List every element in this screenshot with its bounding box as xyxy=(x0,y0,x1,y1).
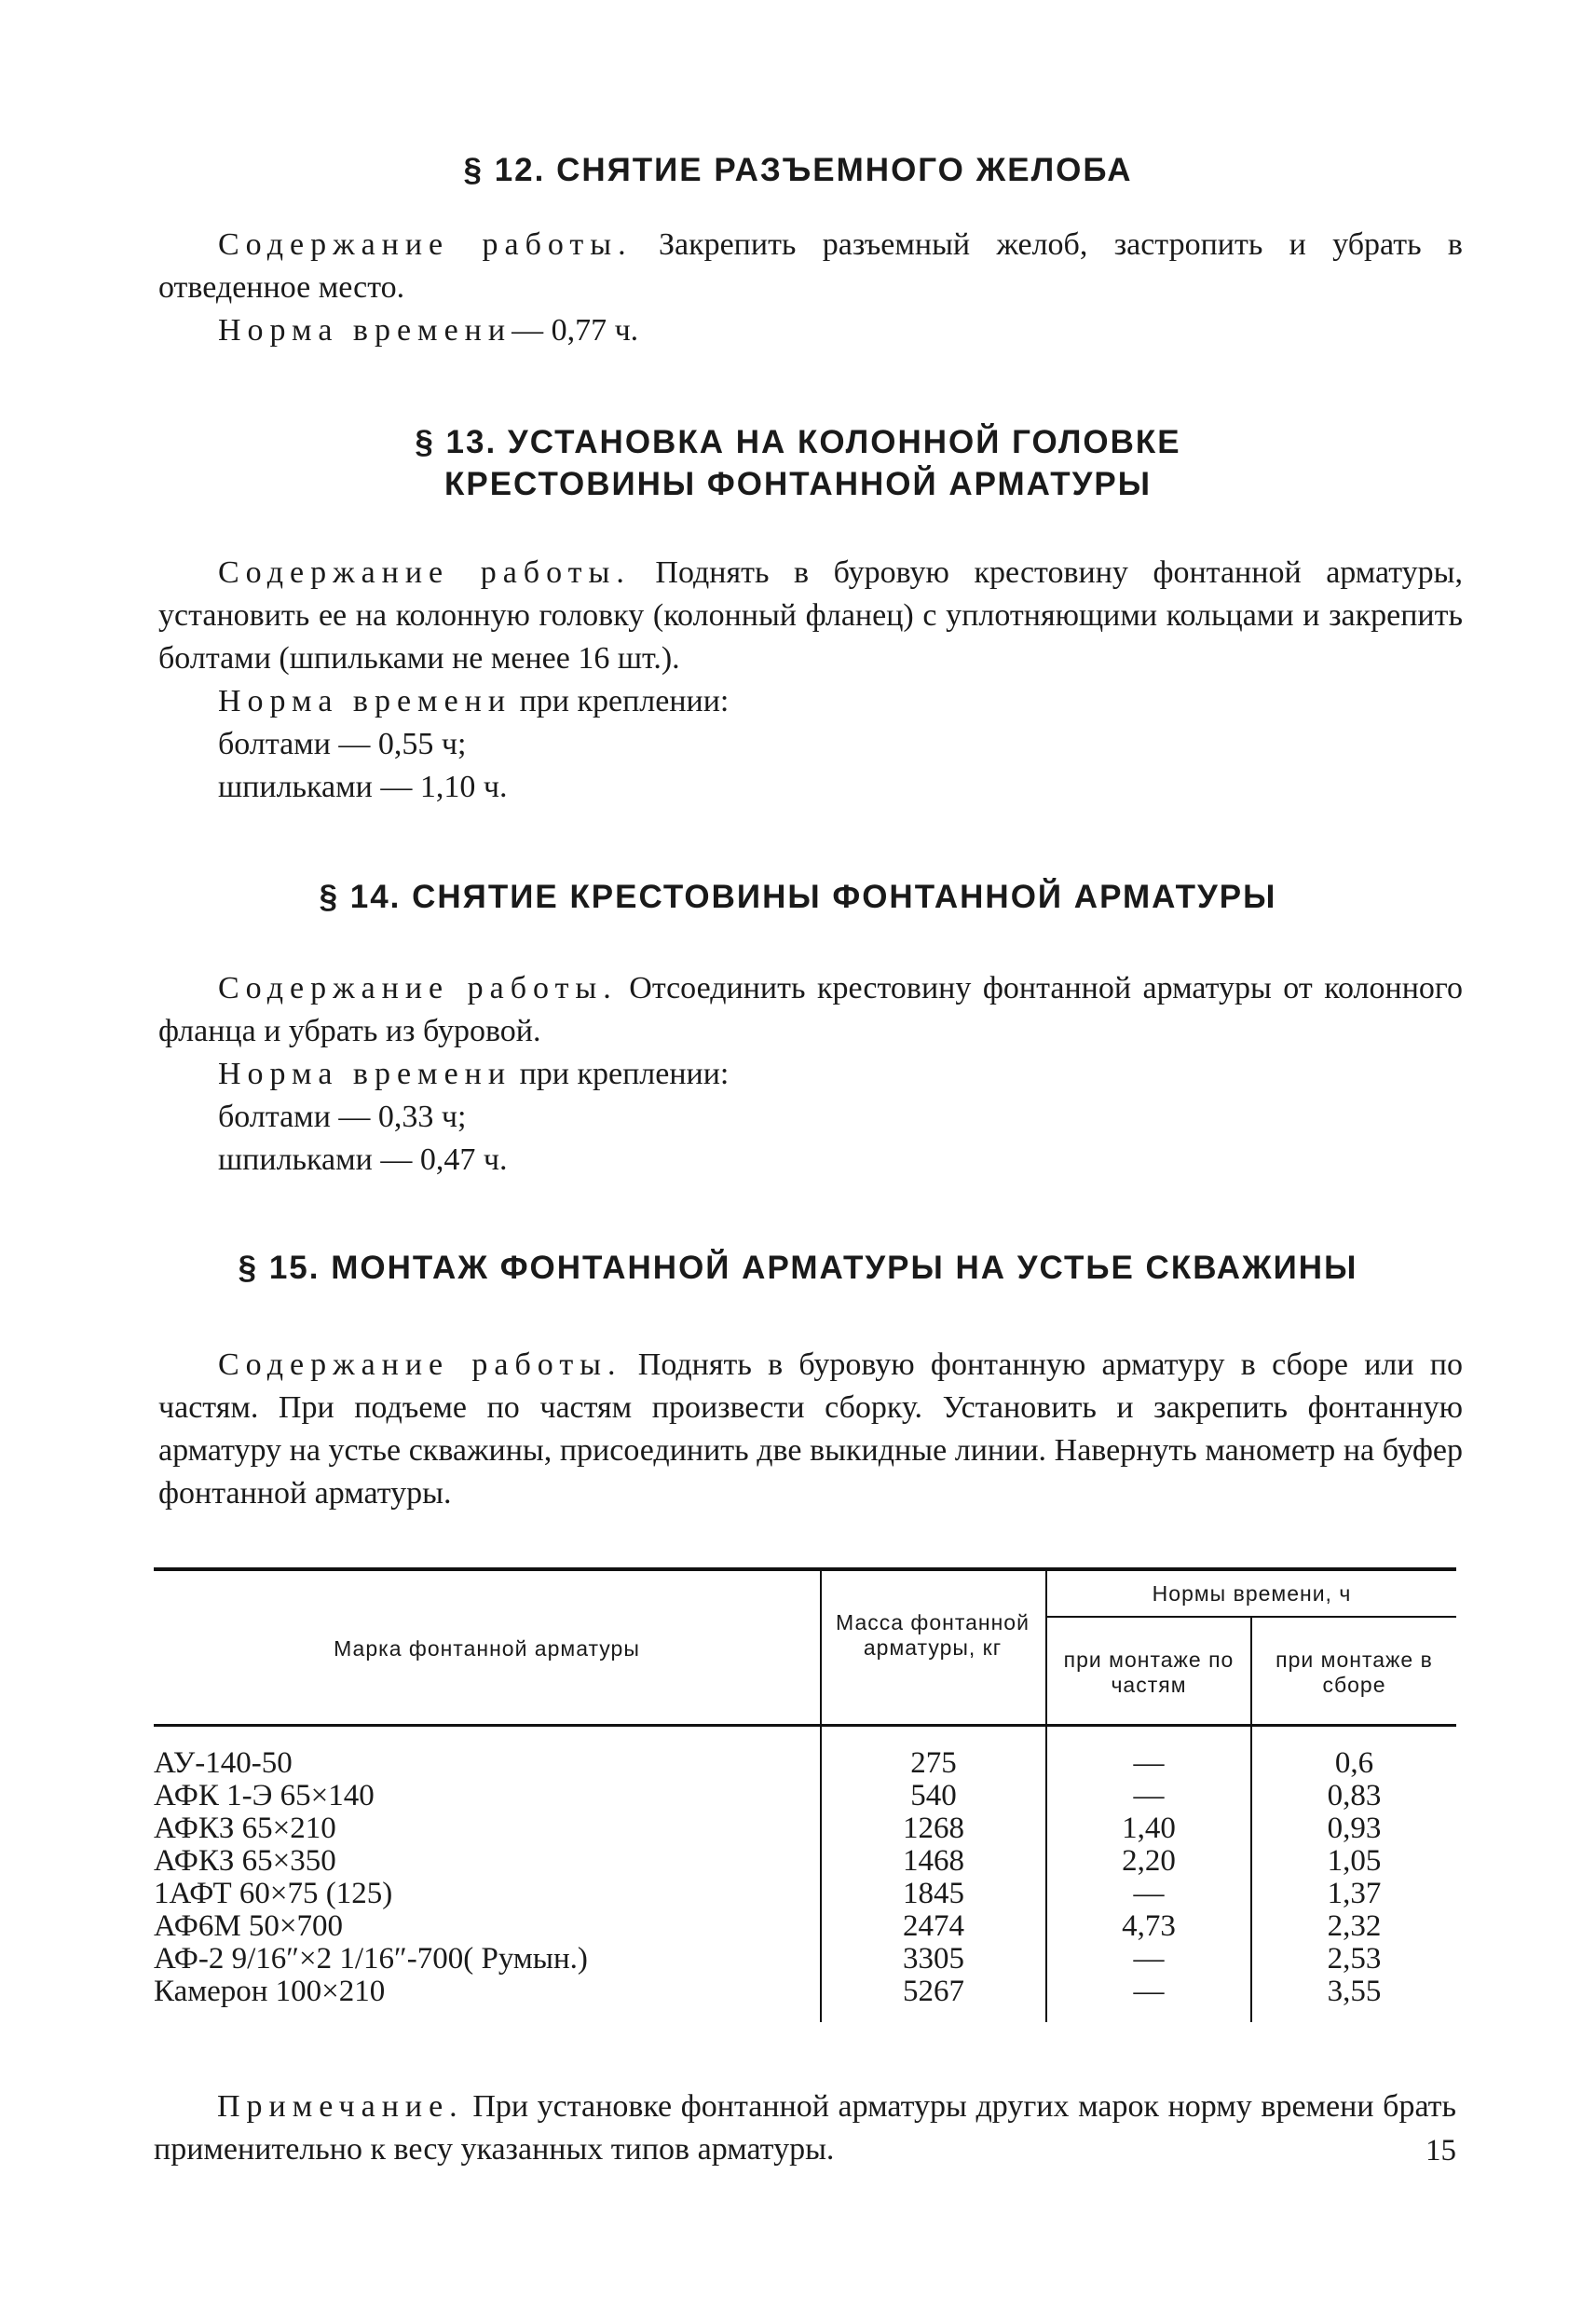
table-cell-assembled: 2,32 xyxy=(1327,1909,1382,1943)
norm-label: Норма времени xyxy=(218,684,512,718)
note-label: Примечание. xyxy=(217,2089,464,2124)
table-cell-brand: Камерон 100×210 xyxy=(154,1975,386,2008)
table-cell-parts: — xyxy=(1133,1942,1165,1976)
section-14-norm-studs: шпильками — 0,47 ч. xyxy=(218,1142,508,1177)
table-top-rule xyxy=(154,1567,1456,1571)
content-label: Содержание работы. xyxy=(218,227,633,262)
section-13-norm-bolts: болтами — 0,55 ч; xyxy=(218,727,467,761)
header-norms: Нормы времени, ч xyxy=(1152,1581,1352,1606)
table-cell-mass: 3305 xyxy=(903,1942,964,1976)
table-cell-brand: АФКЗ 65×210 xyxy=(154,1812,336,1845)
table-cell-brand: АУ-140-50 xyxy=(154,1746,293,1780)
section-12-norm xyxy=(218,309,638,352)
content-text: Отсоединить крестовину фонтанной арматуры от колонного фланца и убрать из буровой. xyxy=(158,971,1464,1048)
page-number: 15 xyxy=(1425,2134,1456,2167)
table-cell-assembled: 2,53 xyxy=(1327,1942,1382,1976)
content-text: Поднять в буровую крестовину фонтанной арматуры, установить ее на колонную головку (колонный фланец) с уплотняющими кольцами и закрепить болтами (шпильками не менее 16 шт.). xyxy=(158,555,1464,676)
content-label: Содержание работы. xyxy=(218,555,631,590)
table-cell-parts: 4,73 xyxy=(1122,1909,1176,1943)
table-cell-brand: АФ-2 9/16″×2 1/16″-700( Румын.) xyxy=(154,1942,588,1976)
table-cell-brand: АФК 1-Э 65×140 xyxy=(154,1779,375,1812)
section-15-heading: § 15. МОНТАЖ ФОНТАННОЙ АРМАТУРЫ НА УСТЬЕ СКВАЖИНЫ xyxy=(238,1250,1358,1286)
table-subheader-rule xyxy=(1045,1616,1456,1618)
norm-text: при креплении: xyxy=(519,684,730,718)
content-text: Закрепить разъемный желоб, застропить и убрать в отведенное место. xyxy=(158,227,1463,305)
table-cell-mass: 1268 xyxy=(903,1812,964,1845)
table-cell-assembled: 1,05 xyxy=(1327,1844,1382,1878)
table-vline-1 xyxy=(820,1571,822,2022)
norm-text: при креплении: xyxy=(519,1057,730,1091)
section-13-heading-line1: § 13. УСТАНОВКА НА КОЛОННОЙ ГОЛОВКЕ xyxy=(415,424,1181,460)
section-13-norm-studs: шпильками — 1,10 ч. xyxy=(218,770,508,804)
table-cell-parts: — xyxy=(1133,1975,1165,2008)
table-cell-assembled: 0,83 xyxy=(1327,1779,1382,1812)
section-12-content xyxy=(158,224,1463,309)
table-cell-parts: — xyxy=(1133,1877,1165,1910)
section-14-norm-bolts: болтами — 0,33 ч; xyxy=(218,1100,467,1134)
note-text: При установке фонтанной арматуры других марок норму времени брать применительно к весу указанных типов арматуры. xyxy=(154,2089,1457,2167)
section-14-norm xyxy=(218,1053,729,1096)
header-mass: Масса фонтанной арматуры, кг xyxy=(836,1610,1030,1660)
norm-label: Норма времени xyxy=(218,313,512,348)
note xyxy=(154,2085,1456,2171)
section-13-content xyxy=(158,552,1463,680)
content-label: Содержание работы. xyxy=(218,971,618,1005)
table-cell-parts: — xyxy=(1133,1779,1165,1812)
table-cell-parts: 1,40 xyxy=(1122,1812,1176,1845)
table-cell-brand: АФ6М 50×700 xyxy=(154,1909,344,1943)
norm-text: — 0,77 ч. xyxy=(512,313,639,348)
table-cell-mass: 2474 xyxy=(903,1909,964,1943)
header-parts: при монтаже по частям xyxy=(1063,1648,1235,1697)
header-brand: Марка фонтанной арматуры xyxy=(334,1636,640,1661)
table-cell-parts: 2,20 xyxy=(1122,1844,1176,1878)
table-cell-brand: 1АФТ 60×75 (125) xyxy=(154,1877,393,1910)
table-cell-assembled: 0,93 xyxy=(1327,1812,1382,1845)
table-cell-mass: 275 xyxy=(910,1746,957,1780)
table-cell-assembled: 1,37 xyxy=(1327,1877,1382,1910)
section-13-norm xyxy=(218,680,729,723)
content-label: Содержание работы. xyxy=(218,1347,622,1382)
table-header-rule xyxy=(154,1724,1456,1727)
content-text: Поднять в буровую фонтанную арматуру в сборе или по частям. При подъеме по частям произвести сборку. Установить и закрепить фонтанную арматуру на устье скважины, присоединить две выкидные линии. Навернуть манометр на буфер фонтанной арматуры. xyxy=(158,1347,1464,1511)
table-cell-mass: 5267 xyxy=(903,1975,964,2008)
table-cell-mass: 1468 xyxy=(903,1844,964,1878)
table-cell-brand: АФКЗ 65×350 xyxy=(154,1844,336,1878)
table-cell-mass: 540 xyxy=(910,1779,957,1812)
norm-label: Норма времени xyxy=(218,1057,512,1091)
section-14-heading: § 14. СНЯТИЕ КРЕСТОВИНЫ ФОНТАННОЙ АРМАТУРЫ xyxy=(319,879,1277,915)
section-15-content xyxy=(158,1344,1463,1515)
section-14-content xyxy=(158,967,1463,1053)
section-12-heading: § 12. СНЯТИЕ РАЗЪЕМНОГО ЖЕЛОБА xyxy=(463,152,1133,188)
table-cell-parts: — xyxy=(1133,1746,1165,1780)
table-cell-mass: 1845 xyxy=(903,1877,964,1910)
table-cell-assembled: 0,6 xyxy=(1334,1746,1374,1780)
table-cell-assembled: 3,55 xyxy=(1327,1975,1382,2008)
section-13-heading-line2: КРЕСТОВИНЫ ФОНТАННОЙ АРМАТУРЫ xyxy=(444,466,1152,502)
header-assembled: при монтаже в сборе xyxy=(1275,1648,1433,1697)
